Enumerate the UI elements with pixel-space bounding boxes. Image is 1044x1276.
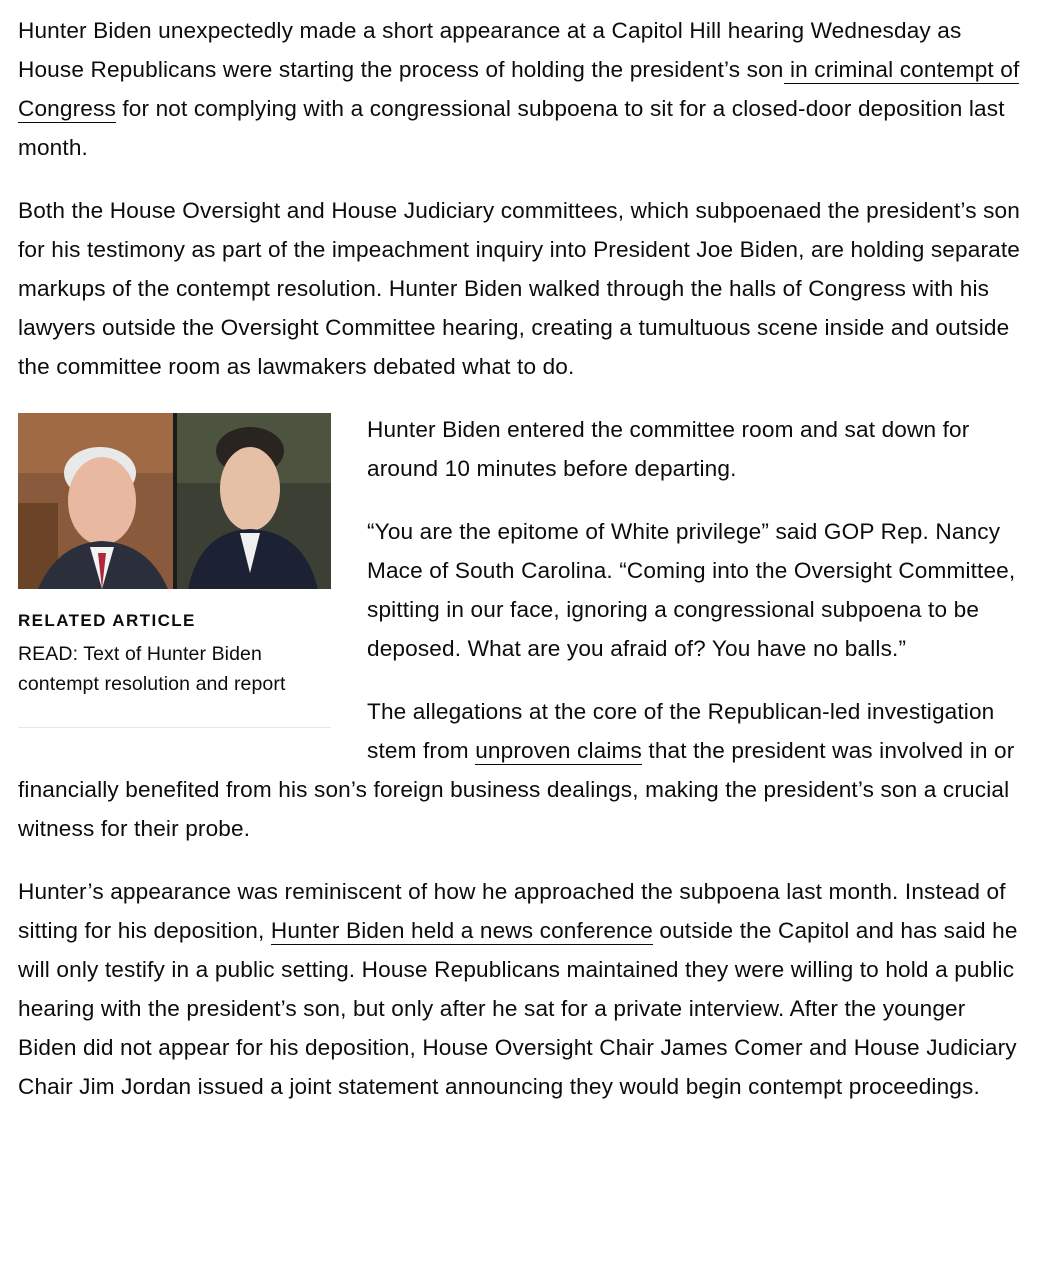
link-news-conference[interactable]: Hunter Biden held a news conference — [270, 918, 653, 943]
link-unproven-claims[interactable]: unproven claims — [475, 738, 642, 763]
related-article-title-link[interactable]: READ: Text of Hunter Biden contempt resolution and report — [18, 643, 286, 695]
related-article-photo-icon — [18, 413, 331, 589]
paragraph-6 — [18, 872, 1030, 1106]
paragraph-4: “You are the epitome of White privilege” said GOP Rep. Nancy Mace of South Carolina. “Coming into the Oversight Committee, spitting in our face, ignoring a congressional subpoena to be deposed. What are you afraid of? You have no balls.” — [367, 519, 1016, 661]
link-criminal-contempt[interactable]: in criminal contempt of Congress — [18, 57, 1020, 121]
paragraph-5-text-a: The allegations at the core of the Republican-led investigation stem from — [367, 699, 995, 763]
paragraph-2: Both the House Oversight and House Judiciary committees, which subpoenaed the president’s son for his testimony as part of the impeachment inquiry into President Joe Biden, are holding separate markups of the contempt resolution. Hunter Biden walked through the halls of Congress with his lawyers outside the Oversight Committee hearing, creating a tumultuous scene inside and outside the committee room as lawmakers debated what to do. — [18, 198, 1020, 379]
paragraph-1-text-a: Hunter Biden unexpectedly made a short appearance at a Capitol Hill hearing Wednesday as House Republicans were starting the process of holding the president’s son — [18, 18, 962, 82]
related-article-kicker: RELATED ARTICLE — [18, 611, 196, 630]
paragraph-1 — [18, 11, 1030, 167]
paragraph-6-text-a: Hunter’s appearance was reminiscent of how he approached the subpoena last month. Instead of sitting for his deposition, — [18, 879, 1006, 943]
paragraph-6-text-b: outside the Capitol and has said he will only testify in a public setting. House Republicans maintained they were willing to hold a public hearing with the president’s son, but only after he sat for a private interview. After the younger Biden did not appear for his deposition, House Oversight Chair James Comer and House Judiciary Chair Jim Jordan issued a joint statement announcing they would begin contempt proceedings. — [18, 918, 1018, 1099]
paragraph-3: Hunter Biden entered the committee room and sat down for around 10 minutes before departing. — [367, 417, 970, 481]
article-body — [18, 0, 1030, 1130]
paragraph-1-text-b: for not complying with a congressional subpoena to sit for a closed-door deposition last month. — [18, 96, 1005, 160]
paragraph-5-text-b: that the president was involved in or financially benefited from his son’s foreign business dealings, making the president’s son a crucial witness for their probe. — [18, 738, 1015, 841]
related-article-image[interactable] — [18, 413, 331, 589]
related-article-card[interactable] — [18, 413, 331, 728]
